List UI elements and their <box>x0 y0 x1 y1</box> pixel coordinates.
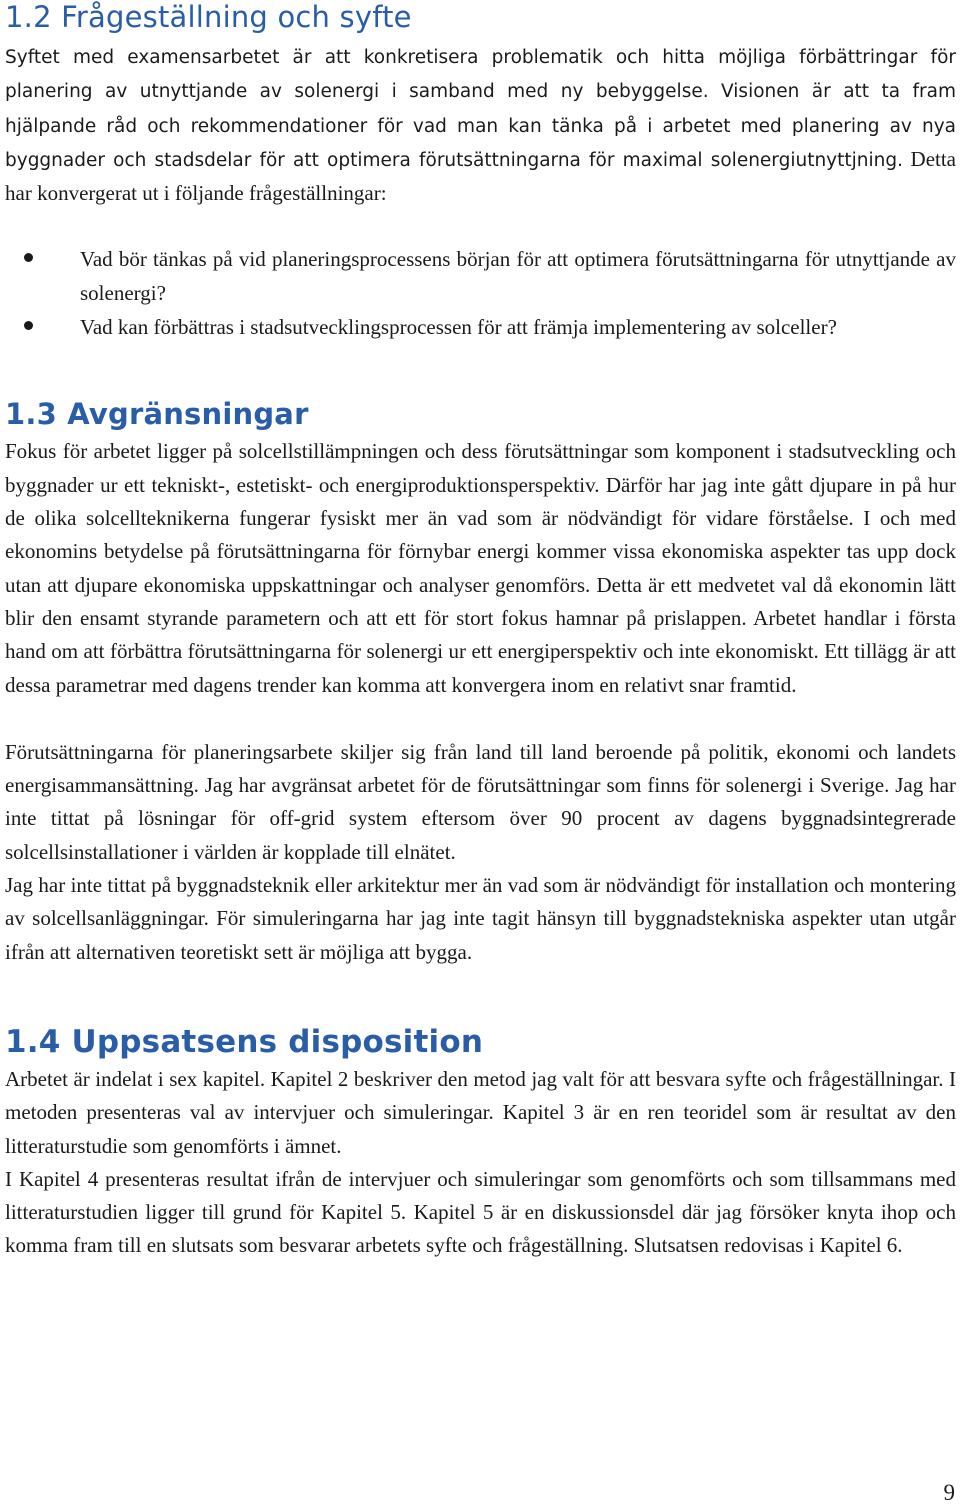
scope-paragraph-3: Jag har inte tittat på byggnadsteknik eller arkitektur mer än vad som är nödvändigt för installation och montering av solcellsanläggningar. För simuleringarna har jag inte tagit hänsyn till byggnadstekniska aspekter utan utgår ifrån att alternativen teoretiskt sett är möjliga att bygga. <box>5 873 956 964</box>
list-item <box>5 310 956 344</box>
bullet-icon <box>24 253 33 262</box>
purpose-text-sans: Syftet med examensarbetet är att konkretisera problematik och hitta möjliga förbättringar för planering av utnyttjande av solenergi i samband med ny bebyggelse. Visionen är att ta fram hjälpande råd och rekommendationer för vad man kan tänka på i arbetet med planering av nya byggnader och stadsdelar för att optimera förutsättningarna för maximal solenergiutnyttjning. <box>5 47 956 171</box>
heading-1-4: 1.4 Uppsatsens disposition <box>5 1023 484 1060</box>
research-questions-list <box>5 242 956 344</box>
heading-1-3: 1.3 Avgränsningar <box>5 397 309 432</box>
scope-paragraph-2: Förutsättningarna för planeringsarbete skiljer sig från land till land beroende på politik, ekonomi och landets energisammansättning. Jag har avgränsat arbetet för de förutsättningar som finns för solenergi i Sverige. Jag har inte tittat på lösningar för off-grid system eftersom över 90 procent av dagens byggnadsintegrerade solcellsinstallationer i världen är kopplade till elnätet. <box>5 739 956 864</box>
purpose-paragraph <box>5 40 956 210</box>
scope-paragraph-1: Fokus för arbetet ligger på solcellstillämpningen och dess förutsättningar som komponent i stadsutveckling och byggnader ur ett tekniskt-, estetiskt- och energiproduktionsperspektiv. Därför har jag inte gått djupare in på hur de olika solcellteknikerna fungerar fysiskt mer än vad som är nödvändigt för vidare förståelse. I och med ekonomins betydelse på förutsättningarna för förnybar energi kommer vissa ekonomiska aspekter tas upp dock utan att djupare ekonomiska uppskattningar och analyser genomförs. Detta är ett medvetet val då ekonomin lätt blir den ensamt styrande parametern och att ett för stort fokus hamnar på prislappen. Arbetet handlar i första hand om att förbättra förutsättningarna för solenergi ur ett energiperspektiv och inte ekonomiskt. Ett tillägg är att dessa parametrar med dagens trender kan komma att konvergera inom en relativt snar framtid. <box>5 439 956 697</box>
purpose-text-serif: Detta har konvergerat ut i följande frågeställningar: <box>5 146 957 206</box>
list-item <box>5 242 956 310</box>
heading-1-2: 1.2 Frågeställning och syfte <box>5 0 412 34</box>
document-page <box>5 0 956 1263</box>
page-number: 9 <box>943 1480 955 1505</box>
bullet-icon <box>24 321 33 330</box>
question-text: Vad kan förbättras i stadsutvecklingsprocessen för att främja implementering av solceller? <box>80 315 837 340</box>
outline-paragraph-2: I Kapitel 4 presenteras resultat ifrån de intervjuer och simuleringar som genomförts och som tillsammans med litteraturstudien ligger till grund för Kapitel 5. Kapitel 5 är en diskussionsdel där jag försöker knyta ihop och komma fram till en slutsats som besvarar arbetets syfte och frågeställning. Slutsatsen redovisas i Kapitel 6. <box>5 1166 956 1258</box>
outline-paragraph-1: Arbetet är indelat i sex kapitel. Kapitel 2 beskriver den metod jag valt för att besvara syfte och frågeställningar. I metoden presenteras val av intervjuer och simuleringar. Kapitel 3 är en ren teoridel som är resultat av den litteraturstudie som genomförts i ämnet. <box>5 1066 956 1158</box>
question-text: Vad bör tänkas på vid planeringsprocessens början för att optimera förutsättningarna för utnyttjande av solenergi? <box>80 247 956 306</box>
